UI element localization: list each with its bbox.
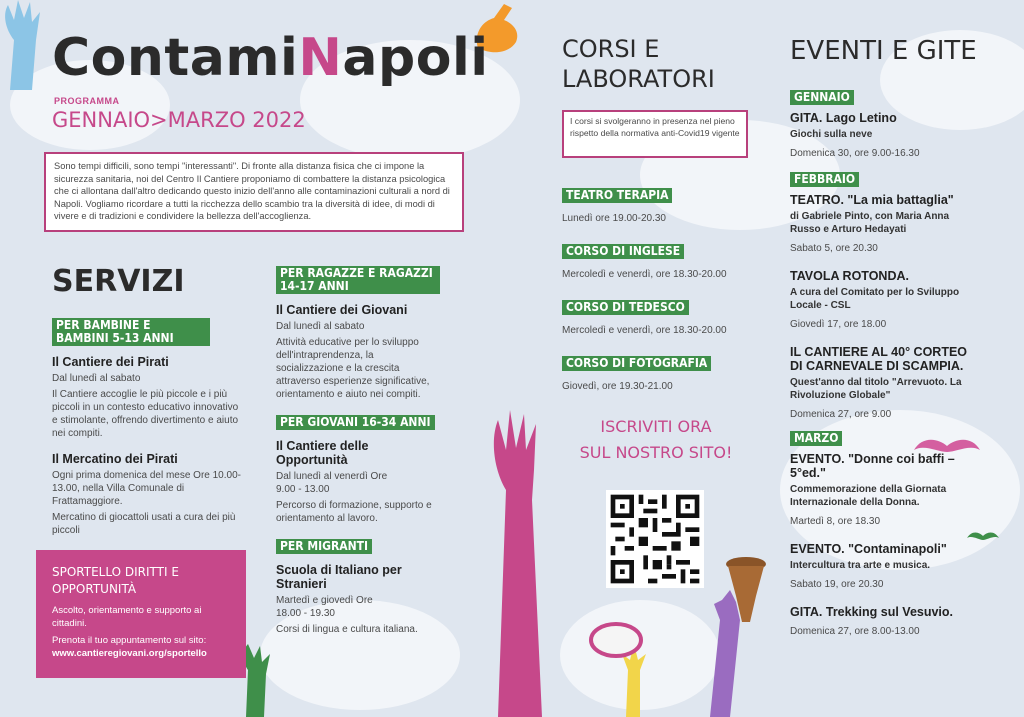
- service-name: Scuola di Italiano per Stranieri: [276, 563, 402, 591]
- programma-label: PROGRAMMA: [54, 96, 120, 106]
- eventi-list: [790, 88, 990, 638]
- event-item: [790, 269, 990, 331]
- event-name: TAVOLA ROTONDA.: [790, 269, 909, 283]
- event-item: [790, 542, 990, 591]
- corsi-title-line: LABORATORI: [562, 65, 715, 93]
- drum-illustration: [722, 556, 770, 626]
- period-title: GENNAIO>MARZO 2022: [52, 108, 306, 132]
- service-text: Attività educative per lo sviluppo dell'intraprendenza, la socializzazione e la crescita attraverso esperienze significative, orientamento e aiuto nei compiti.: [276, 337, 430, 400]
- sportello-text: Prenota il tuo appuntamento sul sito:: [52, 635, 207, 646]
- corso-tag: CORSO DI TEDESCO: [562, 300, 689, 315]
- corso-when: Giovedì, ore 19.30-21.00: [562, 381, 673, 392]
- event-sub: Commemorazione della Giornata Internazionale della Donna.: [790, 484, 947, 508]
- corsi-note: I corsi si svolgeranno in presenza nel pieno rispetto della normativa anti-Covid19 vigente: [570, 116, 740, 138]
- event-when: Sabato 19, ore 20.30: [790, 579, 884, 590]
- event-sub: A cura del Comitato per lo Sviluppo Locale - CSL: [790, 287, 960, 311]
- event-item: [790, 605, 990, 638]
- service-text: Dal lunedì al venerdì Ore 9.00 - 13.00: [276, 471, 388, 495]
- service-text: Corsi di lingua e cultura italiana.: [276, 624, 418, 635]
- logo: [52, 28, 489, 88]
- sportello-text: Ascolto, orientamento e supporto ai cittadini.: [52, 605, 202, 629]
- corso-when: Lunedì ore 19.00-20.30: [562, 213, 666, 224]
- corsi-note-box: [562, 110, 748, 158]
- corso-tag: CORSO DI FOTOGRAFIA: [562, 356, 711, 371]
- event-name: EVENTO. "Donne coi baffi – 5°ed.": [790, 452, 955, 480]
- sportello-title: SPORTELLO DIRITTI E OPPORTUNITÀ: [52, 565, 179, 596]
- servizi-col2: [276, 266, 464, 636]
- age-tag: PER GIOVANI 16-34 ANNI: [276, 415, 435, 430]
- servizi-col1: [52, 318, 242, 537]
- servizi-title: SERVIZI: [52, 264, 185, 299]
- cta-line: SUL NOSTRO SITO!: [579, 443, 733, 462]
- corso-tag: CORSO DI INGLESE: [562, 244, 684, 259]
- event-when: Domenica 30, ore 9.00-16.30: [790, 148, 920, 159]
- corsi-title: [562, 34, 715, 94]
- event-when: Giovedì 17, ore 18.00: [790, 319, 887, 330]
- service-text: Dal lunedì al sabato: [52, 373, 141, 384]
- event-when: Domenica 27, ore 8.00-13.00: [790, 626, 920, 637]
- event-item: [790, 111, 990, 160]
- cta[interactable]: [566, 414, 746, 466]
- month-tag: FEBBRAIO: [790, 172, 859, 187]
- event-name: IL CANTIERE AL 40° CORTEO DI CARNEVALE DI SCAMPIA.: [790, 345, 968, 373]
- event-sub: Quest'anno dal titolo "Arrevuoto. La Rivoluzione Globale": [790, 377, 962, 401]
- service-text: Mercatino di giocattoli usati a cura dei più piccoli: [52, 512, 236, 536]
- age-tag: PER RAGAZZE E RAGAZZI 14-17 ANNI: [276, 266, 440, 294]
- event-name: TEATRO. "La mia battaglia": [790, 193, 954, 207]
- event-item: [790, 193, 990, 255]
- event-name: EVENTO. "Contaminapoli": [790, 542, 947, 556]
- corso-item: [562, 186, 762, 242]
- corsi-title-line: CORSI E: [562, 35, 660, 63]
- event-when: Domenica 27, ore 9.00: [790, 409, 892, 420]
- event-sub: Giochi sulla neve: [790, 129, 873, 140]
- cta-line: ISCRIVITI ORA: [600, 417, 712, 436]
- age-tag: PER MIGRANTI: [276, 539, 372, 554]
- service-text: Percorso di formazione, supporto e orientamento al lavoro.: [276, 500, 432, 524]
- event-when: Sabato 5, ore 20.30: [790, 243, 878, 254]
- corso-item: [562, 242, 762, 298]
- corso-item: [562, 298, 762, 354]
- tambourine-illustration: [588, 620, 644, 660]
- event-item: [790, 452, 990, 528]
- corsi-list: [562, 186, 762, 410]
- sportello-box: [36, 550, 246, 678]
- logo-text: Contami: [52, 28, 299, 88]
- service-name: Il Cantiere delle Opportunità: [276, 439, 369, 467]
- service-text: Martedì e giovedì Ore 18.00 - 19.30: [276, 595, 373, 619]
- event-name: GITA. Trekking sul Vesuvio.: [790, 605, 954, 619]
- corso-tag: TEATRO TERAPIA: [562, 188, 672, 203]
- arm-illustration-pink: [484, 410, 554, 717]
- service-text: Il Cantiere accoglie le più piccole e i più piccoli in un contesto educativo innovativo e stimolante, offrendo divertimento e aiuto nei compiti.: [52, 389, 239, 439]
- event-sub: di Gabriele Pinto, con Maria Anna Russo e Arturo Hedayati: [790, 211, 950, 235]
- corso-when: Mercoledì e venerdì, ore 18.30-20.00: [562, 325, 727, 336]
- service-text: Ogni prima domenica del mese Ore 10.00-13.00, nella Villa Comunale di Frattamaggiore.: [52, 470, 241, 507]
- service-name: Il Cantiere dei Pirati: [52, 355, 169, 369]
- event-sub: Intercultura tra arte e musica.: [790, 560, 931, 571]
- qr-code-icon: [606, 490, 704, 588]
- event-item: [790, 345, 990, 421]
- corso-item: [562, 354, 762, 410]
- service-name: Il Cantiere dei Giovani: [276, 303, 408, 317]
- qr-code[interactable]: [606, 490, 704, 588]
- intro-text: Sono tempi difficili, sono tempi "interessanti". Di fronte alla distanza fisica che ci impone la sicurezza sanitaria, noi del Centro Il Cantiere proponiamo di combattere la distanza psicologica che ci allontana dall'altro dedicando questo inizio dell'anno alle contaminazioni culturali a nord di Napoli. Vogliamo ricordare a tutti la ricchezza dello scambio tra la diversità di idee, di modi di vivere e di tradizioni e condividere la bellezza dell'accoglienza.: [54, 161, 450, 221]
- corso-when: Mercoledì e venerdì, ore 18.30-20.00: [562, 269, 727, 280]
- intro-box: [44, 152, 464, 232]
- age-tag: PER BAMBINE E BAMBINI 5-13 ANNI: [52, 318, 210, 346]
- hand-illustration-blue: [0, 0, 60, 90]
- eventi-title: EVENTI E GITE: [790, 36, 977, 66]
- month-tag: GENNAIO: [790, 90, 854, 105]
- sportello-link[interactable]: www.cantieregiovani.org/sportello: [52, 648, 207, 659]
- logo-text-accent: N: [298, 28, 343, 88]
- event-name: GITA. Lago Letino: [790, 111, 897, 125]
- service-text: Dal lunedì al sabato: [276, 321, 365, 332]
- month-tag: MARZO: [790, 431, 842, 446]
- logo-text: apoli: [342, 28, 489, 88]
- event-when: Martedì 8, ore 18.30: [790, 516, 881, 527]
- service-name: Il Mercatino dei Pirati: [52, 452, 178, 466]
